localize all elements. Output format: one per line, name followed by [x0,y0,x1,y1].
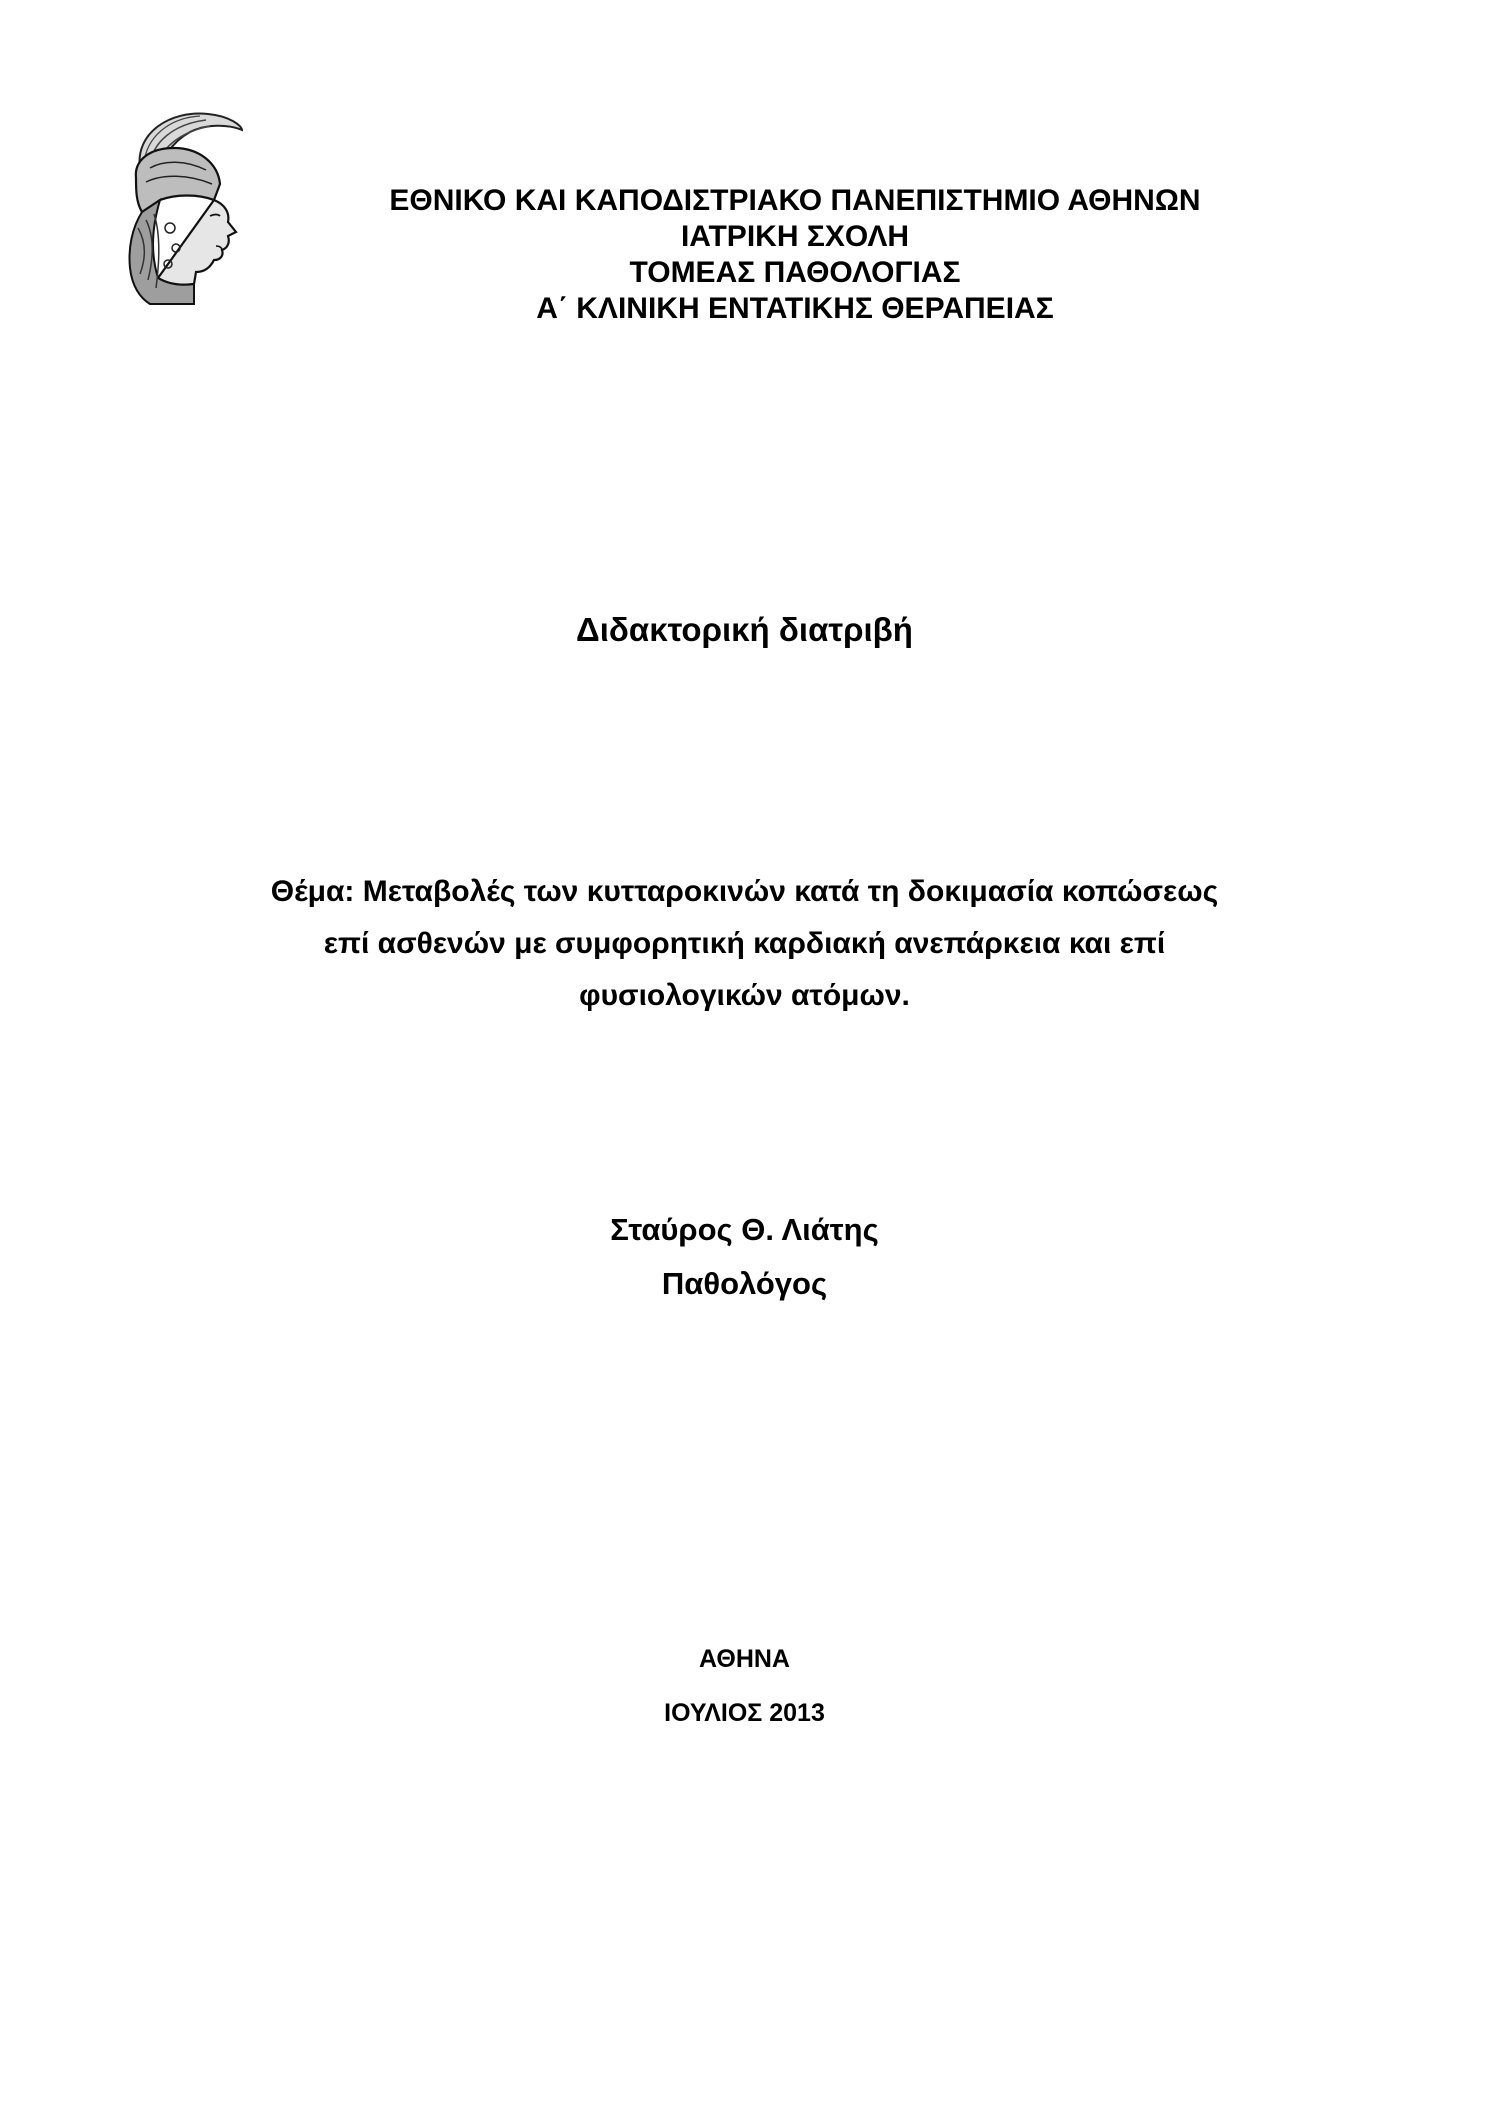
thesis-subject [150,866,1339,1022]
subject-line: Θέμα: Μεταβολές των κυτταροκινών κατά τη δοκιμασία κοπώσεως [270,875,1219,908]
document-type: Διδακτορική διατριβή [576,611,913,648]
clinic-name: Α΄ ΚΛΙΝΙΚΗ ΕΝΤΑΤΙΚΗΣ ΘΕΡΑΠΕΙΑΣ [536,292,1054,325]
author-title: Παθολόγος [661,1266,828,1301]
department-name: ΤΟΜΕΑΣ ΠΑΘΟΛΟΓΙΑΣ [629,256,961,289]
athena-head-icon [110,108,250,306]
author-name: Σταύρος Θ. Λιάτης [610,1212,879,1247]
place-date-block [0,1644,1489,1728]
school-name: ΙΑΤΡΙΚΗ ΣΧΟΛΗ [680,220,910,253]
institution-header [300,183,1290,327]
date: ΙΟΥΛΙΟΣ 2013 [664,1699,825,1727]
university-name: ΕΘΝΙΚΟ ΚΑΙ ΚΑΠΟΔΙΣΤΡΙΑΚΟ ΠΑΝΕΠΙΣΤΗΜΙΟ ΑΘΗΝΩΝ [389,184,1201,217]
city: ΑΘΗΝΑ [699,1645,790,1673]
subject-line: φυσιολογικών ατόμων. [579,979,910,1012]
author-block [0,1203,1489,1311]
subject-line: επί ασθενών με συμφορητική καρδιακή ανεπάρκεια και επί [323,927,1166,960]
